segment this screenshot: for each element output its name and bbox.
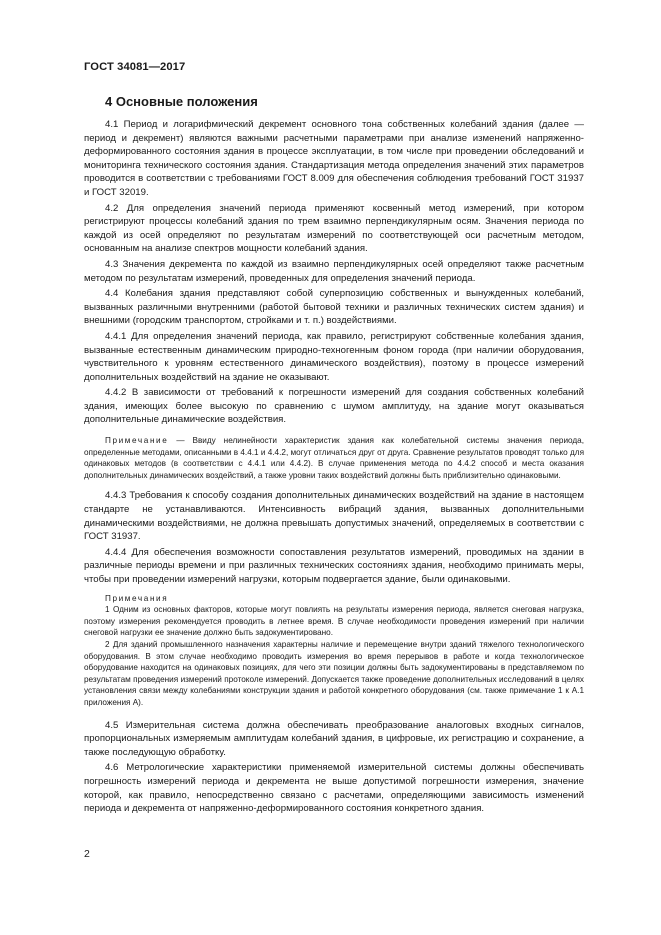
paragraph-4-4-2: 4.4.2 В зависимости от требований к погрешности измерений для создания собственных колебаний здания, имеющих более высокую по сравнению с шумом амплитуду, на здание могут оказываться дополнительные динамические воздействия. [84, 387, 584, 426]
document-body [84, 118, 584, 818]
paragraph-4-4-1: 4.4.1 Для определения значений периода, как правило, регистрируют собственные колебания здания, вызванные естественным динамическим природно-техногенным фоном города (при наличии оборудования, чувствительного к уровням естественного динамического воздействия), поэтому в процессе измерений дополнительных воздействий на здание не оказывают. [84, 330, 584, 383]
standard-header: ГОСТ 34081—2017 [84, 61, 186, 73]
page-number: 2 [84, 848, 90, 860]
paragraph-4-3: 4.3 Значения декремента по каждой из взаимно перпендикулярных осей определяют также расчетным методом по результатам измерений, проведенных для определения значений периода. [84, 258, 584, 284]
paragraph-4-4: 4.4 Колебания здания представляют собой суперпозицию собственных и вынужденных колебаний, вызванных различными внутренними (работой бытовой техники и различных технических систем здания) и внешними (городским транспортом, стройками и т. п.) воздействиями. [84, 288, 584, 327]
paragraph-4-4-3: 4.4.3 Требования к способу создания дополнительных динамических воздействий на здание в настоящем стандарте не устанавливаются. Интенсивность вибраций здания, вызванных дополнительными динамическими воздействиями, не должна превышать допустимых значений, определяемых в соответствии с ГОСТ 31937. [84, 490, 584, 543]
notes-title: Примечания [105, 593, 169, 603]
paragraph-4-1: 4.1 Период и логарифмический декремент основного тона собственных колебаний здания (далее — период и декремент) являются важными расчетными параметрами при анализе изменений напряженно-деформированного состояния здания в процессе эксплуатации, в том числе при проведении обследований и мониторинга технического состояния здания. Стандартизация метода определения значений этих параметров проводится в соответствии с требованиями ГОСТ 8.009 для обеспечения соблюдения требований ГОСТ 31937 и ГОСТ 32019. [84, 119, 584, 198]
paragraph-4-4-4: 4.4.4 Для обеспечения возможности сопоставления результатов измерений, проводимых на здании в различные периоды времени и при различных технических состояниях здания, необходимо принимать меры, чтобы при проведении измерений нагрузки, которым подвергается здание, были одинаковыми. [84, 546, 584, 585]
note-heading: Примечание [105, 436, 169, 446]
paragraph-4-6: 4.6 Метрологические характеристики применяемой измерительной системы должны обеспечивать погрешность измерений периода и декремента не выше допустимой погрешности измерения, значение которой, как правило, непосредственно связано с расчетами, определяющими зависимость изменений периода и декремента от напряженно-деформированного состояния конкретного здания. [84, 762, 584, 815]
paragraph-4-5: 4.5 Измерительная система должна обеспечивать преобразование аналоговых входных сигналов, пропорциональных измеряемым амплитудам колебаний здания, в цифровые, их регистрацию и сохранение, а также последующую обработку. [84, 719, 584, 758]
note-paragraph [84, 435, 584, 481]
note-block [84, 435, 584, 481]
note-text: — Ввиду нелинейности характеристик здания как колебательной системы значения периода, определенные методами, описанными в 4.4.1 и 4.4.2, могут отличаться друг от друга. Сравнение результатов проводят только для одинаковых методов (в соответствии с 4.4.1 или 4.4.2). В случае применения метода по 4.4.2 способ и места оказания дополнительных динамических воздействий, а также уровни таких воздействий должны быть приблизительно одинаковыми. [84, 436, 584, 480]
notes-block [84, 593, 584, 709]
note-item-2: 2 Для зданий промышленного назначения характерны наличие и перемещение внутри зданий тяжелого технологического оборудования. В этом случае необходимо проводить измерения во время перерывов в работе и когда технологическое оборудование находится на одинаковых позициях, для чего эти позиции должны быть задокументированы в представляемом по результатам проведения измерений протоколе измерений. Допускается также проведение дополнительных исследований в целях установления связи между колебаниями конструкции здания и работой конкретного оборудования (см. также примечание 1 к А.1 приложения А). [84, 639, 584, 707]
note-item-1: 1 Одним из основных факторов, которые могут повлиять на результаты измерения периода, является снеговая нагрузка, поэтому измерения рекомендуется проводить в летнее время. В случае необходимости проведения измерений при наличии снеговой нагрузки ее значение должно быть задокументировано. [84, 605, 584, 638]
section-title: 4 Основные положения [105, 94, 258, 109]
paragraph-4-2: 4.2 Для определения значений периода применяют косвенный метод измерений, при котором регистрируют процессы колебаний здания по трем взаимно перпендикулярным осям. Значения периода по каждой из осей определяют по результатам измерений по соответствующей оси расчетным методом, основанным на анализе спектров мощности колебаний здания. [84, 202, 584, 255]
